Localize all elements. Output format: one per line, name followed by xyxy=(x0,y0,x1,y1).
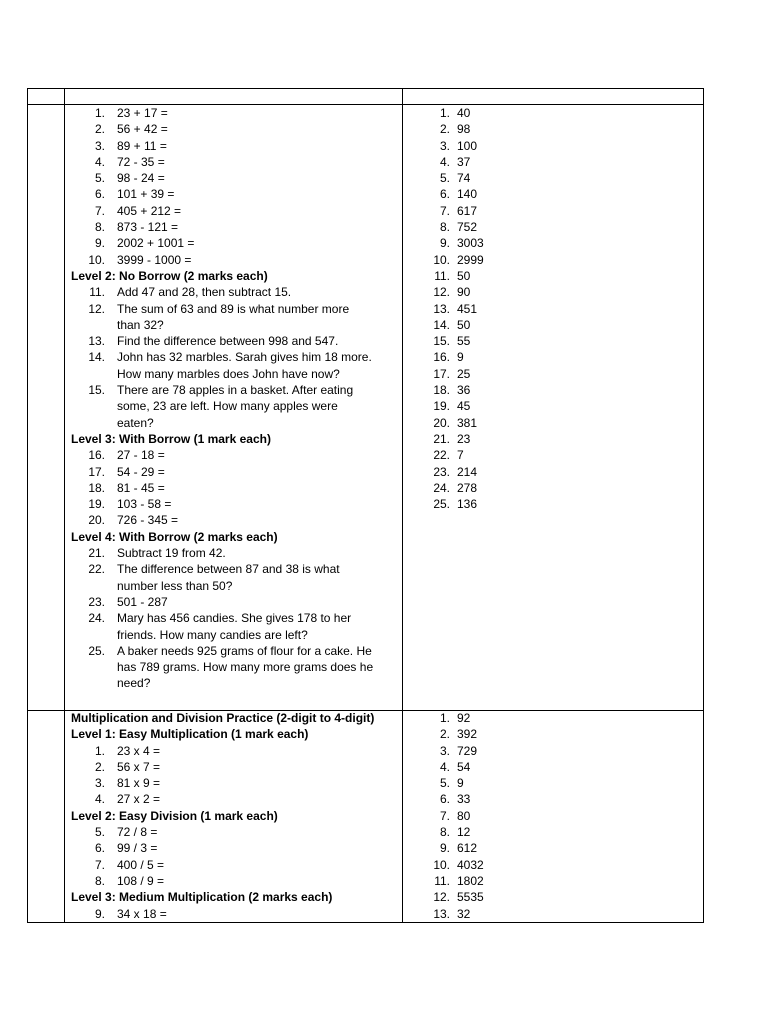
answer-value: 392 xyxy=(457,727,478,742)
answer-number: 21. xyxy=(433,431,450,446)
question-text: has 789 grams. How many more grams does he xyxy=(117,660,374,675)
answer-value: 752 xyxy=(457,220,478,235)
question-number: 19. xyxy=(88,497,105,512)
answer-item xyxy=(430,252,680,268)
answer-item xyxy=(430,203,680,219)
answer-value: 140 xyxy=(457,187,478,202)
question-number: 2. xyxy=(94,759,105,774)
answer-number: 8. xyxy=(439,825,450,840)
table-border-right xyxy=(703,88,704,923)
question-line xyxy=(71,333,399,349)
answer-number: 8. xyxy=(439,220,450,235)
question-number: 3. xyxy=(94,776,105,791)
answer-value: 92 xyxy=(457,711,471,725)
question-text: friends. How many candies are left? xyxy=(117,627,308,642)
question-number: 7. xyxy=(94,203,105,218)
question-text: 72 - 35 = xyxy=(117,154,165,169)
table-border-top xyxy=(27,88,704,89)
question-text: The difference between 87 and 38 is what xyxy=(117,562,340,577)
question-number: 22. xyxy=(88,562,105,577)
answer-number: 1. xyxy=(439,711,450,725)
question-text: A baker needs 925 grams of flour for a cake. He xyxy=(117,643,372,658)
question-line xyxy=(71,366,399,382)
question-text: Mary has 456 candies. She gives 178 to her xyxy=(117,611,352,626)
answer-item xyxy=(430,447,680,463)
question-text: than 32? xyxy=(117,317,164,332)
question-text: 54 - 29 = xyxy=(117,464,165,479)
question-text: 400 / 5 = xyxy=(117,857,165,872)
question-line xyxy=(71,138,399,154)
answer-number: 9. xyxy=(439,236,450,251)
answer-number: 12. xyxy=(433,285,450,300)
question-text: There are 78 apples in a basket. After eating xyxy=(117,383,354,398)
answer-item xyxy=(430,415,680,431)
question-text: 2002 + 1001 = xyxy=(117,236,195,251)
answer-number: 25. xyxy=(433,497,450,512)
answer-value: 214 xyxy=(457,464,478,479)
question-text: John has 32 marbles. Sarah gives him 18 more. xyxy=(117,350,372,365)
answer-item xyxy=(430,480,680,496)
answer-number: 3. xyxy=(439,743,450,758)
answer-value: 5535 xyxy=(457,890,484,905)
question-number: 11. xyxy=(89,285,105,300)
answer-value: 25 xyxy=(457,366,471,381)
answer-item xyxy=(430,791,680,807)
answer-number: 4. xyxy=(439,154,450,169)
question-line xyxy=(71,791,399,807)
answer-number: 11. xyxy=(434,268,450,283)
answer-item xyxy=(430,710,680,726)
question-number: 8. xyxy=(94,873,105,888)
answer-number: 7. xyxy=(439,808,450,823)
question-line xyxy=(71,186,399,202)
section2-answers xyxy=(430,710,680,922)
answer-value: 729 xyxy=(457,743,478,758)
answer-value: 2999 xyxy=(457,252,484,267)
question-line xyxy=(71,154,399,170)
answer-value: 7 xyxy=(457,448,464,463)
column-divider-2 xyxy=(402,88,403,923)
answer-item xyxy=(430,186,680,202)
answer-number: 20. xyxy=(433,415,450,430)
answer-number: 10. xyxy=(433,857,450,872)
question-number: 6. xyxy=(94,187,105,202)
answer-number: 24. xyxy=(433,480,450,495)
answer-value: 23 xyxy=(457,431,471,446)
answer-item xyxy=(430,301,680,317)
question-line xyxy=(71,512,399,528)
answer-item xyxy=(430,382,680,398)
question-text: 81 x 9 = xyxy=(117,776,161,791)
answer-value: 1802 xyxy=(457,873,484,888)
question-line xyxy=(71,659,399,675)
question-text: 3999 - 1000 = xyxy=(117,252,192,267)
question-line xyxy=(71,317,399,333)
question-text: Find the difference between 998 and 547. xyxy=(117,334,339,349)
question-number: 9. xyxy=(94,236,105,251)
question-line xyxy=(71,743,399,759)
question-line xyxy=(71,857,399,873)
answer-number: 13. xyxy=(433,906,450,921)
question-line xyxy=(71,284,399,300)
question-text: Subtract 19 from 42. xyxy=(117,546,226,561)
question-number: 15. xyxy=(88,383,105,398)
answer-number: 2. xyxy=(439,122,450,137)
answer-value: 100 xyxy=(457,138,478,153)
question-text: 27 - 18 = xyxy=(117,448,165,463)
question-text: 98 - 24 = xyxy=(117,171,165,186)
answer-number: 15. xyxy=(433,334,450,349)
answer-value: 451 xyxy=(457,301,478,316)
answer-value: 278 xyxy=(457,480,478,495)
table-border-bottom xyxy=(27,922,704,923)
answer-value: 55 xyxy=(457,334,471,349)
section1-questions xyxy=(71,105,399,692)
question-line xyxy=(71,235,399,251)
answer-item xyxy=(430,889,680,905)
answer-item xyxy=(430,824,680,840)
question-line xyxy=(71,252,399,268)
question-text: 23 x 4 = xyxy=(117,743,161,758)
answer-item xyxy=(430,464,680,480)
question-number: 14. xyxy=(88,350,105,365)
question-line xyxy=(71,840,399,856)
question-number: 5. xyxy=(94,171,105,186)
answer-value: 98 xyxy=(457,122,471,137)
level-heading: Level 3: With Borrow (1 mark each) xyxy=(71,431,271,446)
answer-number: 3. xyxy=(439,138,450,153)
answer-number: 6. xyxy=(439,187,450,202)
answer-value: 617 xyxy=(457,203,478,218)
question-text: 726 - 345 = xyxy=(117,513,179,528)
question-line xyxy=(71,561,399,577)
question-line xyxy=(71,382,399,398)
question-line xyxy=(71,675,399,691)
answer-item xyxy=(430,154,680,170)
question-number: 1. xyxy=(94,106,105,120)
answer-item xyxy=(430,333,680,349)
question-number: 13. xyxy=(88,334,105,349)
answer-item xyxy=(430,808,680,824)
question-line xyxy=(71,464,399,480)
question-text: 873 - 121 = xyxy=(117,220,179,235)
answer-value: 32 xyxy=(457,906,471,921)
question-text: 23 + 17 = xyxy=(117,106,168,120)
answer-value: 54 xyxy=(457,759,471,774)
question-text: How many marbles does John have now? xyxy=(117,366,340,381)
answer-number: 14. xyxy=(433,317,450,332)
question-number: 4. xyxy=(94,792,105,807)
answer-value: 36 xyxy=(457,383,471,398)
answer-value: 80 xyxy=(457,808,471,823)
answer-number: 1. xyxy=(439,106,450,120)
section1-answers xyxy=(430,105,680,512)
question-line xyxy=(71,906,399,922)
question-line xyxy=(71,105,399,121)
question-text: 103 - 58 = xyxy=(117,497,172,512)
answer-number: 2. xyxy=(439,727,450,742)
answer-number: 19. xyxy=(433,399,450,414)
answer-item xyxy=(430,906,680,922)
answer-item xyxy=(430,726,680,742)
question-number: 6. xyxy=(94,841,105,856)
question-text: 72 / 8 = xyxy=(117,825,158,840)
answer-value: 37 xyxy=(457,154,471,169)
question-text: eaten? xyxy=(117,415,154,430)
question-line xyxy=(71,301,399,317)
answer-value: 381 xyxy=(457,415,478,430)
question-text: 501 - 287 xyxy=(117,594,168,609)
section2-questions xyxy=(71,710,399,922)
question-line xyxy=(71,121,399,137)
answer-number: 5. xyxy=(439,171,450,186)
answer-item xyxy=(430,366,680,382)
answer-item xyxy=(430,235,680,251)
question-line xyxy=(71,759,399,775)
question-text: need? xyxy=(117,676,151,691)
question-number: 7. xyxy=(94,857,105,872)
answer-item xyxy=(430,743,680,759)
column-divider-1 xyxy=(64,88,65,923)
answer-number: 9. xyxy=(439,841,450,856)
answer-item xyxy=(430,170,680,186)
answer-value: 50 xyxy=(457,317,471,332)
question-number: 8. xyxy=(94,220,105,235)
answer-number: 6. xyxy=(439,792,450,807)
question-text: 99 / 3 = xyxy=(117,841,158,856)
answer-number: 5. xyxy=(439,776,450,791)
answer-value: 612 xyxy=(457,841,478,856)
question-number: 10. xyxy=(88,252,105,267)
question-text: 56 + 42 = xyxy=(117,122,168,137)
answer-value: 90 xyxy=(457,285,471,300)
question-text: 27 x 2 = xyxy=(117,792,161,807)
question-number: 20. xyxy=(88,513,105,528)
level-heading: Level 4: With Borrow (2 marks each) xyxy=(71,529,278,544)
question-line xyxy=(71,170,399,186)
question-line xyxy=(71,873,399,889)
question-line xyxy=(71,398,399,414)
question-text: 89 + 11 = xyxy=(117,138,167,153)
answer-value: 9 xyxy=(457,776,464,791)
level-heading: Level 1: Easy Multiplication (1 mark each) xyxy=(71,727,309,742)
question-text: 101 + 39 = xyxy=(117,187,175,202)
answer-item xyxy=(430,317,680,333)
answer-value: 33 xyxy=(457,792,471,807)
answer-number: 22. xyxy=(433,448,450,463)
question-line xyxy=(71,578,399,594)
question-number: 9. xyxy=(94,906,105,921)
question-line xyxy=(71,627,399,643)
answer-item xyxy=(430,759,680,775)
question-text: Add 47 and 28, then subtract 15. xyxy=(117,285,292,300)
answer-item xyxy=(430,840,680,856)
question-number: 24. xyxy=(88,611,105,626)
answer-value: 9 xyxy=(457,350,464,365)
answer-value: 136 xyxy=(457,497,478,512)
answer-item xyxy=(430,268,680,284)
answer-value: 4032 xyxy=(457,857,484,872)
answer-item xyxy=(430,398,680,414)
answer-value: 45 xyxy=(457,399,471,414)
level-heading: Level 2: No Borrow (2 marks each) xyxy=(71,268,268,283)
answer-number: 11. xyxy=(434,873,450,888)
answer-item xyxy=(430,431,680,447)
question-text: 34 x 18 = xyxy=(117,906,167,921)
answer-item xyxy=(430,121,680,137)
question-number: 5. xyxy=(94,825,105,840)
question-line xyxy=(71,447,399,463)
question-text: 56 x 7 = xyxy=(117,759,161,774)
answer-item xyxy=(430,857,680,873)
answer-item xyxy=(430,873,680,889)
question-number: 12. xyxy=(88,301,105,316)
question-line xyxy=(71,496,399,512)
answer-value: 50 xyxy=(457,268,471,283)
answer-number: 18. xyxy=(433,383,450,398)
question-number: 18. xyxy=(88,480,105,495)
level-heading: Multiplication and Division Practice (2-digit to 4-digit) xyxy=(71,711,375,725)
question-line xyxy=(71,480,399,496)
answer-item xyxy=(430,775,680,791)
answer-number: 17. xyxy=(433,366,450,381)
question-line xyxy=(71,415,399,431)
answer-item xyxy=(430,105,680,121)
answer-number: 13. xyxy=(433,301,450,316)
answer-value: 40 xyxy=(457,106,471,120)
answer-number: 10. xyxy=(433,252,450,267)
answer-number: 16. xyxy=(433,350,450,365)
question-text: The sum of 63 and 89 is what number more xyxy=(117,301,350,316)
question-line xyxy=(71,219,399,235)
question-line xyxy=(71,610,399,626)
question-number: 23. xyxy=(88,594,105,609)
question-number: 2. xyxy=(94,122,105,137)
question-number: 3. xyxy=(94,138,105,153)
question-number: 25. xyxy=(88,643,105,658)
level-heading: Level 2: Easy Division (1 mark each) xyxy=(71,808,278,823)
answer-value: 3003 xyxy=(457,236,484,251)
question-line xyxy=(71,643,399,659)
question-number: 17. xyxy=(88,464,105,479)
question-line xyxy=(71,824,399,840)
question-line xyxy=(71,203,399,219)
question-line xyxy=(71,349,399,365)
answer-number: 23. xyxy=(433,464,450,479)
answer-item xyxy=(430,219,680,235)
question-number: 4. xyxy=(94,154,105,169)
question-line xyxy=(71,775,399,791)
answer-number: 12. xyxy=(433,890,450,905)
answer-value: 12 xyxy=(457,825,471,840)
answer-item xyxy=(430,284,680,300)
question-line xyxy=(71,594,399,610)
question-number: 16. xyxy=(88,448,105,463)
question-number: 21. xyxy=(88,546,105,561)
answer-item xyxy=(430,496,680,512)
question-text: 405 + 212 = xyxy=(117,203,182,218)
answer-number: 4. xyxy=(439,759,450,774)
answer-item xyxy=(430,138,680,154)
answer-value: 74 xyxy=(457,171,471,186)
level-heading: Level 3: Medium Multiplication (2 marks each) xyxy=(71,890,333,905)
question-number: 1. xyxy=(94,743,105,758)
question-line xyxy=(71,545,399,561)
question-text: some, 23 are left. How many apples were xyxy=(117,399,338,414)
answer-item xyxy=(430,349,680,365)
question-text: 108 / 9 = xyxy=(117,873,165,888)
table-border-left xyxy=(27,88,28,923)
question-text: 81 - 45 = xyxy=(117,480,165,495)
answer-number: 7. xyxy=(439,203,450,218)
question-text: number less than 50? xyxy=(117,578,233,593)
